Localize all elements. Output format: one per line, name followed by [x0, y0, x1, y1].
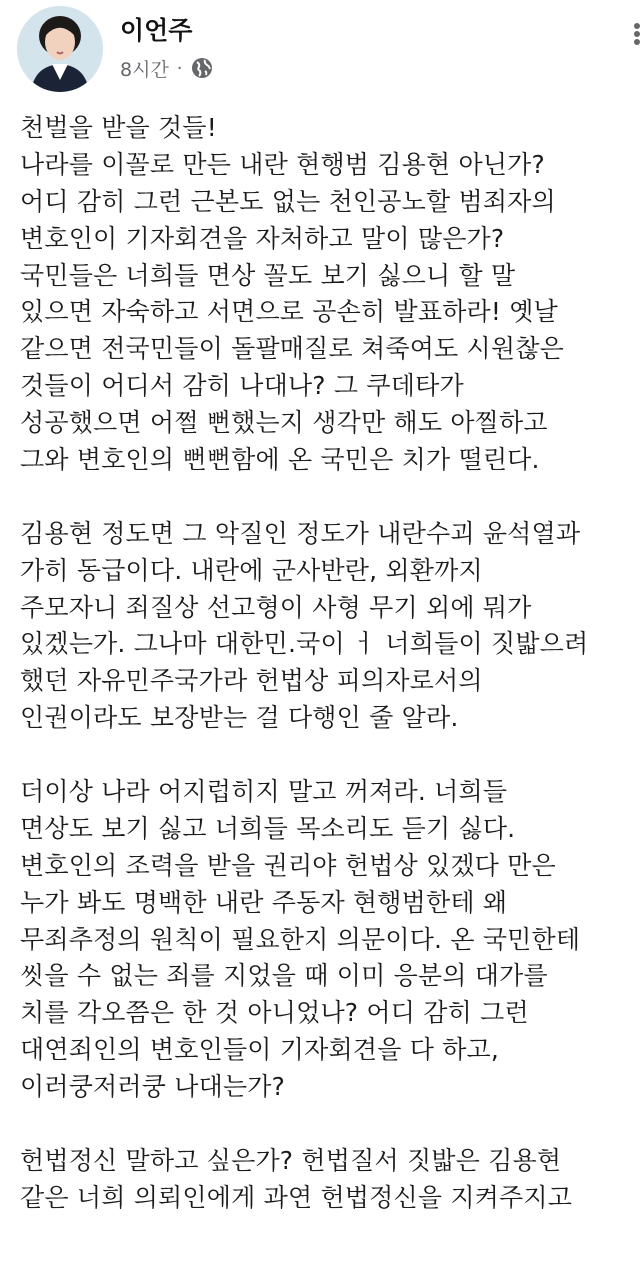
more-options-icon[interactable]	[626, 22, 640, 46]
post-paragraph	[20, 110, 640, 479]
post-text-line: 변호인의 조력을 받을 권리야 헌법상 있겠다 만은	[20, 850, 556, 880]
post-text-line: 변호인이 기자회견을 자처하고 말이 많은가?	[20, 223, 505, 253]
post-text-line: 성공했으면 어쩔 뻔했는지 생각만 해도 아찔하고	[20, 408, 548, 438]
post-text-line: 있으면 자숙하고 서면으로 공손히 발표하라! 옛날	[20, 297, 558, 327]
post-text-line: 것들이 어디서 감히 나대나? 그 쿠데타가	[20, 371, 464, 401]
post-text-line: 가히 동급이다. 내란에 군사반란, 외환까지	[20, 555, 483, 585]
author-name[interactable]: 이언주	[120, 16, 193, 45]
post-text-line: 같으면 전국민들이 돌팔매질로 쳐죽여도 시원찮은	[20, 334, 564, 364]
meta-separator: ·	[176, 57, 183, 79]
post-body	[20, 110, 640, 1254]
post-timestamp[interactable]: 8시간	[120, 58, 169, 81]
post-paragraph	[20, 1143, 640, 1217]
post-text-line: 더이상 나라 어지럽히지 말고 꺼져라. 너희들	[20, 777, 508, 807]
post-text-line: 인권이라도 보장받는 걸 다행인 줄 알라.	[20, 703, 459, 733]
post-text-line: 이러쿵저러쿵 나대는가?	[20, 1072, 286, 1102]
post-text-line: 했던 자유민주국가라 헌법상 피의자로서의	[20, 666, 483, 696]
post-paragraph	[20, 774, 640, 1106]
post-text-line: 치를 각오쯤은 한 것 아니었나? 어디 감히 그런	[20, 998, 529, 1028]
post-text-line: 면상도 보기 싫고 너희들 목소리도 듣기 싫다.	[20, 813, 516, 843]
post-text-line: 김용현 정도면 그 악질인 정도가 내란수괴 윤석열과	[20, 518, 581, 548]
post-text-line: 그와 변호인의 뻔뻔함에 온 국민은 치가 떨린다.	[20, 445, 540, 475]
profile-photo-icon	[17, 6, 103, 92]
post-text-line: 무죄추정의 원칙이 필요한지 의문이다. 온 국민한테	[20, 924, 581, 954]
post-header	[0, 0, 640, 100]
post-text-line: 어디 감히 그런 근본도 없는 천인공노할 범죄자의	[20, 186, 556, 216]
post-text-line: 같은 너희 의뢰인에게 과연 헌법정신을 지켜주지고	[20, 1182, 573, 1212]
post-text-line: 나라를 이꼴로 만든 내란 현행범 김용현 아닌가?	[20, 149, 546, 179]
post-text-line: 헌법정신 말하고 싶은가? 헌법질서 짓밟은 김용현	[20, 1145, 562, 1175]
post-text-line: 누가 봐도 명백한 내란 주동자 현행범한테 왜	[20, 887, 508, 917]
post-text-line: 주모자니 죄질상 선고형이 사형 무기 외에 뭐가	[20, 592, 532, 622]
author-avatar[interactable]	[17, 6, 103, 92]
post-paragraph	[20, 516, 640, 737]
post-text-line: 천벌을 받을 것들!	[20, 113, 217, 142]
post-text-line: 국민들은 너희들 면상 꼴도 보기 싫으니 할 말	[20, 260, 516, 290]
globe-icon[interactable]	[191, 57, 213, 79]
post-text-line: 있겠는가. 그나마 대한민.국이 ㅓ 너희들이 짓밟으려	[20, 629, 589, 659]
post-text-line: 씻을 수 없는 죄를 지었을 때 이미 응분의 대가를	[20, 961, 548, 991]
post-text-line: 대연죄인의 변호인들이 기자회견을 다 하고,	[20, 1035, 500, 1065]
post-meta	[120, 54, 213, 82]
